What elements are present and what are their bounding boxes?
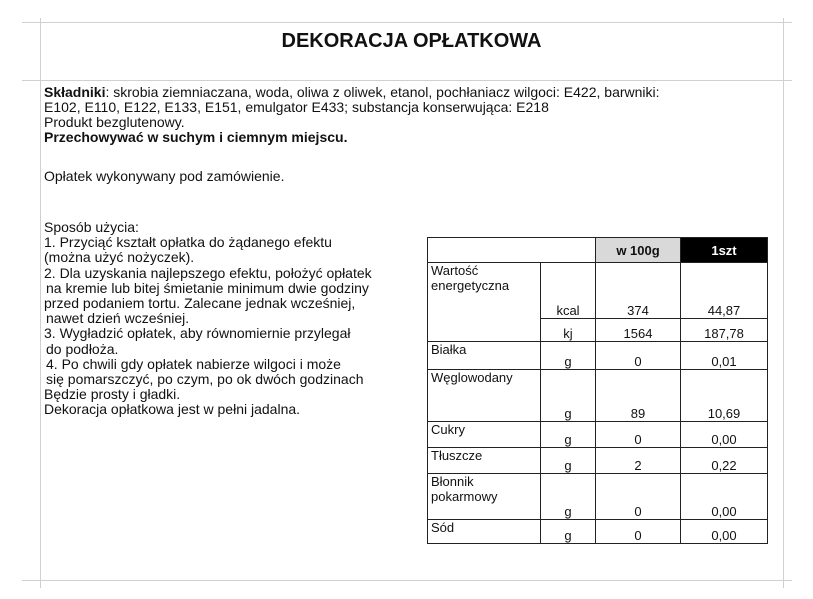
value-100g: 2 — [596, 448, 681, 474]
table-row — [428, 370, 768, 422]
header-100g: w 100g — [596, 238, 681, 263]
nutrient-label: Sód — [428, 520, 541, 544]
usage-line: nawet dzień wcześniej. — [46, 310, 190, 327]
value-100g: 1564 — [596, 319, 681, 342]
usage-line: 1. Przyciąć kształt opłatka do żądanego efektu — [44, 234, 332, 251]
unit: kj — [541, 319, 596, 342]
made-to-order: Opłatek wykonywany pod zamówienie. — [44, 168, 285, 184]
value-100g: 374 — [596, 263, 681, 319]
table-row — [428, 448, 768, 474]
nutrient-label: Węglowodany — [428, 370, 541, 422]
header-1szt: 1szt — [681, 238, 768, 263]
nutrient-label: Tłuszcze — [428, 448, 541, 474]
usage-line: do podłoża. — [46, 340, 119, 357]
usage-line: (można użyć nożyczek). — [44, 249, 195, 266]
value-100g: 0 — [596, 342, 681, 370]
ingredients — [44, 85, 660, 100]
title-rule — [22, 80, 792, 81]
value-1szt: 0,00 — [681, 474, 768, 520]
page-title: DEKORACJA OPŁATKOWA — [281, 30, 542, 52]
value-1szt: 187,78 — [681, 319, 768, 342]
energy-label: Wartość energetyczna — [428, 263, 541, 342]
page-border-left — [40, 18, 41, 588]
usage-line: 2. Dla uzyskania najlepszego efektu, położyć opłatek — [44, 264, 372, 281]
header-empty — [428, 238, 596, 263]
unit: g — [541, 342, 596, 370]
usage-line: 3. Wygładzić opłatek, aby równomiernie przylegał — [44, 325, 351, 342]
value-100g: 0 — [596, 520, 681, 544]
usage-line: Będzie prosty i gładki. — [44, 386, 181, 403]
nutrient-label: Błonnik pokarmowy — [428, 474, 541, 520]
nutrient-label: Białka — [428, 342, 541, 370]
storage: Przechowywać w suchym i ciemnym miejscu. — [44, 129, 348, 145]
ingredients-text: : skrobia ziemniaczana, woda, oliwa z oliwek, etanol, pochłaniacz wilgoci: E422, barwniki: — [105, 84, 660, 100]
unit: g — [541, 422, 596, 448]
value-1szt: 10,69 — [681, 370, 768, 422]
gluten-free: Produkt bezglutenowy. — [44, 114, 185, 130]
bottom-rule — [22, 580, 792, 581]
unit: g — [541, 520, 596, 544]
nutrition-table — [427, 237, 768, 544]
value-1szt: 0,01 — [681, 342, 768, 370]
page-border-right — [783, 18, 784, 588]
usage-line: na kremie lub bitej śmietanie minimum dwie godziny — [46, 279, 369, 296]
top-rule — [22, 22, 792, 23]
value-1szt: 44,87 — [681, 263, 768, 319]
value-100g: 89 — [596, 370, 681, 422]
unit: kcal — [541, 263, 596, 319]
value-1szt: 0,00 — [681, 422, 768, 448]
ingredients-line2: E102, E110, E122, E133, E151, emulgator E433; substancja konserwująca: E218 — [44, 99, 549, 115]
value-100g: 0 — [596, 422, 681, 448]
unit: g — [541, 474, 596, 520]
table-row — [428, 342, 768, 370]
value-100g: 0 — [596, 474, 681, 520]
value-1szt: 0,22 — [681, 448, 768, 474]
value-1szt: 0,00 — [681, 520, 768, 544]
table-row — [428, 422, 768, 448]
ingredients-label: Składniki — [44, 84, 106, 100]
usage-line: się pomarszczyć, po czym, po ok dwóch godzinach — [46, 371, 364, 387]
usage-line: 4. Po chwili gdy opłatek nabierze wilgoci i może — [46, 355, 341, 372]
table-row — [428, 520, 768, 544]
usage-line: przed podaniem tortu. Zalecane jednak wcześniej, — [44, 295, 356, 311]
usage-line: Sposób użycia: — [44, 219, 139, 235]
nutrient-label: Cukry — [428, 422, 541, 448]
unit: g — [541, 448, 596, 474]
usage-line: Dekoracja opłatkowa jest w pełni jadalna. — [44, 401, 301, 418]
unit: g — [541, 370, 596, 422]
table-row — [428, 474, 768, 520]
